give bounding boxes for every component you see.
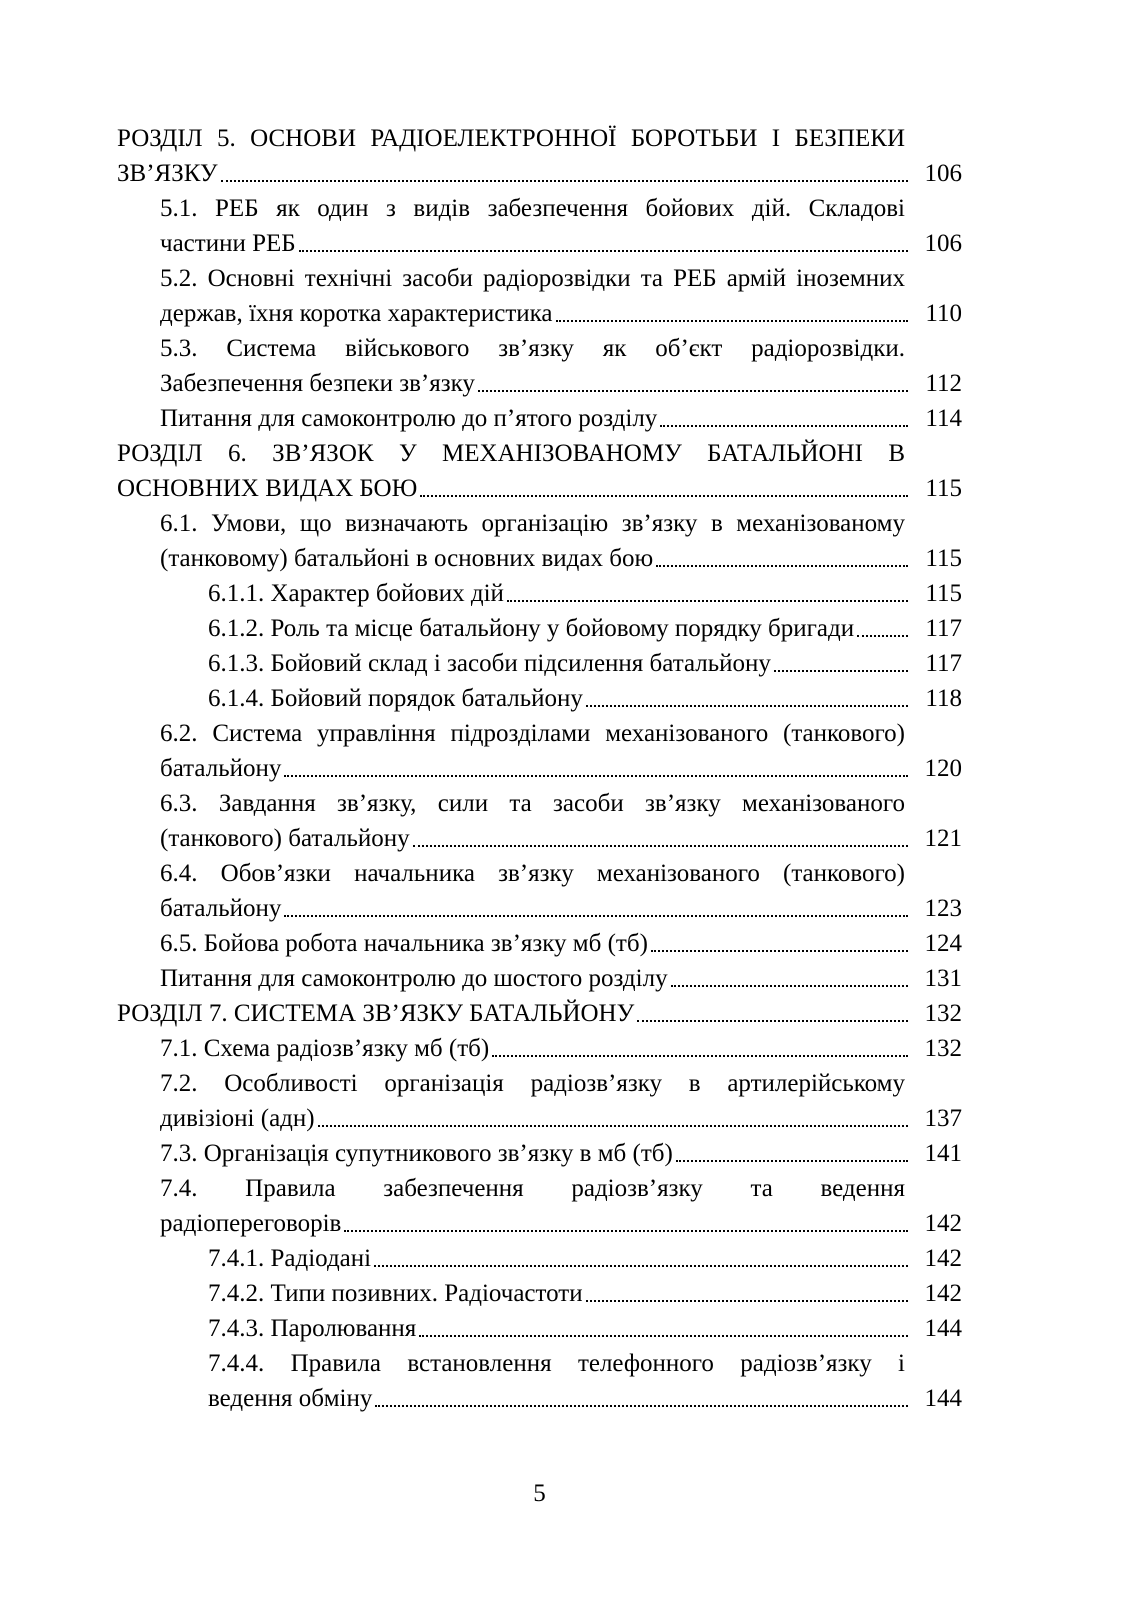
dot-leader bbox=[637, 1020, 908, 1022]
dot-leader bbox=[676, 1160, 908, 1162]
toc-entry bbox=[117, 576, 962, 611]
dot-leader bbox=[492, 1055, 908, 1057]
toc-entry bbox=[117, 436, 962, 506]
dot-leader bbox=[318, 1125, 908, 1127]
toc-entry-text-line: 5.2. Основні технічні засоби радіорозвідки та РЕБ армій іноземних bbox=[160, 265, 905, 292]
toc-entry-last-line bbox=[117, 156, 962, 191]
toc-entry-last-line bbox=[160, 891, 962, 926]
toc-entry-title-text: ЗВ’ЯЗКУ bbox=[117, 160, 218, 187]
toc-entry-last-line bbox=[208, 1276, 962, 1311]
toc-page-number: 132 bbox=[924, 1035, 962, 1062]
dot-leader bbox=[221, 180, 908, 182]
toc-entry bbox=[117, 996, 962, 1031]
toc-entry-text-line: 6.2. Система управління підрозділами механізованого (танкового) bbox=[160, 720, 905, 747]
toc-entry-title-text: 6.1.3. Бойовий склад і засоби підсилення батальйону bbox=[208, 650, 771, 677]
toc-entry-title-text: 6.1.4. Бойовий порядок батальйону bbox=[208, 685, 583, 712]
toc-entry-last-line bbox=[160, 821, 962, 856]
toc-page-number: 120 bbox=[924, 755, 962, 782]
toc-entry bbox=[117, 1241, 962, 1276]
toc-entry bbox=[117, 716, 962, 786]
toc-page-number: 142 bbox=[924, 1210, 962, 1237]
dot-leader bbox=[420, 495, 908, 497]
dot-leader bbox=[375, 1405, 908, 1407]
toc-entry-last-line bbox=[117, 996, 962, 1031]
toc-page-number: 110 bbox=[925, 300, 962, 327]
toc-entry-title-text: 7.4.2. Типи позивних. Радіочастоти bbox=[208, 1280, 583, 1307]
toc-entry-text-line: 6.4. Обов’язки начальника зв’язку механізованого (танкового) bbox=[160, 860, 905, 887]
toc-entry-title-text: 6.5. Бойова робота начальника зв’язку мб (тб) bbox=[160, 930, 648, 957]
dot-leader bbox=[651, 950, 908, 952]
toc-entry-last-line bbox=[117, 471, 962, 506]
toc-entry-text-line: 7.4. Правила забезпечення радіозв’язку та ведення bbox=[160, 1175, 905, 1202]
toc-entry bbox=[117, 646, 962, 681]
toc-entry-last-line bbox=[208, 1241, 962, 1276]
dot-leader bbox=[284, 915, 908, 917]
toc-entry-last-line bbox=[208, 1311, 962, 1346]
toc-entry bbox=[117, 261, 962, 331]
toc-entry-title-text: 7.1. Схема радіозв’язку мб (тб) bbox=[160, 1035, 490, 1062]
toc-page-number: 115 bbox=[925, 545, 962, 572]
footer-page-number: 5 bbox=[533, 1480, 546, 1507]
toc-entry bbox=[117, 786, 962, 856]
toc-entry bbox=[117, 121, 962, 191]
dot-leader bbox=[774, 670, 908, 672]
toc-entry-title-text: ОСНОВНИХ ВИДАХ БОЮ bbox=[117, 475, 418, 502]
toc-entry-title-text: (танковому) батальйоні в основних видах бою bbox=[160, 545, 654, 572]
toc-entry bbox=[117, 506, 962, 576]
toc-entry-title-text: 7.3. Організація супутникового зв’язку в мб (тб) bbox=[160, 1140, 673, 1167]
toc-entry bbox=[117, 611, 962, 646]
toc-entry-title-text: Забезпечення безпеки зв’язку bbox=[160, 370, 475, 397]
toc-entry-title-text: РОЗДІЛ 7. СИСТЕМА ЗВ’ЯЗКУ БАТАЛЬЙОНУ bbox=[117, 1000, 635, 1027]
toc-entry-last-line bbox=[208, 576, 962, 611]
toc-entry-title-text: 7.4.3. Паролювання bbox=[208, 1315, 417, 1342]
toc-entry bbox=[117, 1171, 962, 1241]
toc-entry-title-text: дивізіоні (адн) bbox=[160, 1105, 315, 1132]
toc-page-number: 137 bbox=[924, 1105, 962, 1132]
dot-leader bbox=[586, 1300, 908, 1302]
dot-leader bbox=[478, 390, 908, 392]
toc-page-number: 115 bbox=[925, 475, 962, 502]
toc-entry-title-text: 6.1.2. Роль та місце батальйону у бойовому порядку бригади bbox=[208, 615, 855, 642]
toc-page-number: 141 bbox=[924, 1140, 962, 1167]
toc-entry-title-text: Питання для самоконтролю до п’ятого розділу bbox=[160, 405, 658, 432]
toc-page-number: 124 bbox=[924, 930, 962, 957]
toc-entry-title-text: держав, їхня коротка характеристика bbox=[160, 300, 553, 327]
page-footer bbox=[117, 1476, 962, 1511]
toc-entry bbox=[117, 1346, 962, 1416]
toc-entry-title-text: батальйону bbox=[160, 895, 282, 922]
toc-entry-last-line bbox=[160, 751, 962, 786]
toc-entry-title-text: Питання для самоконтролю до шостого розділу bbox=[160, 965, 668, 992]
toc-entry-title-text: 7.4.1. Радіодані bbox=[208, 1245, 372, 1272]
toc-entry-last-line bbox=[160, 541, 962, 576]
toc-page-number: 112 bbox=[925, 370, 962, 397]
toc-entry bbox=[117, 191, 962, 261]
toc-page-number: 117 bbox=[925, 615, 962, 642]
toc-page-number: 106 bbox=[924, 160, 962, 187]
dot-leader bbox=[344, 1230, 908, 1232]
toc-entry-text-line: 5.3. Система військового зв’язку як об’єкт радіорозвідки. bbox=[160, 335, 905, 362]
toc-entry-last-line bbox=[160, 296, 962, 331]
toc-entry-text-line: 6.1. Умови, що визначають організацію зв’язку в механізованому bbox=[160, 510, 905, 537]
table-of-contents bbox=[117, 121, 962, 1416]
toc-page-number: 117 bbox=[925, 650, 962, 677]
toc-entry-last-line bbox=[208, 646, 962, 681]
toc-entry bbox=[117, 1311, 962, 1346]
toc-entry-title-text: частини РЕБ bbox=[160, 230, 296, 257]
toc-entry-last-line bbox=[160, 1031, 962, 1066]
dot-leader bbox=[671, 985, 908, 987]
toc-entry bbox=[117, 926, 962, 961]
toc-entry-text-line: 7.2. Особливості організація радіозв’язку в артилерійському bbox=[160, 1070, 905, 1097]
toc-entry bbox=[117, 961, 962, 996]
toc-page-number: 106 bbox=[924, 230, 962, 257]
dot-leader bbox=[419, 1335, 908, 1337]
dot-leader bbox=[656, 565, 908, 567]
toc-entry-text-line: РОЗДІЛ 5. ОСНОВИ РАДІОЕЛЕКТРОННОЇ БОРОТЬБИ І БЕЗПЕКИ bbox=[117, 125, 905, 152]
toc-entry bbox=[117, 1136, 962, 1171]
dot-leader bbox=[299, 250, 908, 252]
toc-page-number: 132 bbox=[924, 1000, 962, 1027]
toc-entry-last-line bbox=[160, 366, 962, 401]
toc-entry bbox=[117, 856, 962, 926]
toc-page-number: 115 bbox=[925, 580, 962, 607]
toc-entry bbox=[117, 331, 962, 401]
toc-entry-title-text: батальйону bbox=[160, 755, 282, 782]
toc-entry-last-line bbox=[208, 1381, 962, 1416]
toc-entry-last-line bbox=[208, 681, 962, 716]
toc-entry bbox=[117, 681, 962, 716]
toc-page-number: 123 bbox=[924, 895, 962, 922]
toc-entry-title-text: (танкового) батальйону bbox=[160, 825, 410, 852]
toc-entry bbox=[117, 401, 962, 436]
toc-entry-last-line bbox=[160, 926, 962, 961]
dot-leader bbox=[284, 775, 908, 777]
toc-entry bbox=[117, 1066, 962, 1136]
toc-page-number: 142 bbox=[924, 1280, 962, 1307]
toc-entry bbox=[117, 1031, 962, 1066]
toc-entry-last-line bbox=[160, 1206, 962, 1241]
toc-entry-last-line bbox=[160, 961, 962, 996]
toc-entry bbox=[117, 1276, 962, 1311]
toc-entry-last-line bbox=[160, 1136, 962, 1171]
toc-page-number: 118 bbox=[925, 685, 962, 712]
dot-leader bbox=[586, 705, 908, 707]
dot-leader bbox=[660, 425, 908, 427]
toc-entry-text-line: 6.3. Завдання зв’язку, сили та засоби зв’язку механізованого bbox=[160, 790, 905, 817]
dot-leader bbox=[507, 600, 908, 602]
toc-page-number: 131 bbox=[924, 965, 962, 992]
toc-entry-last-line bbox=[160, 226, 962, 261]
toc-page-number: 144 bbox=[924, 1315, 962, 1342]
dot-leader bbox=[413, 845, 908, 847]
toc-page-number: 114 bbox=[925, 405, 962, 432]
toc-page-number: 121 bbox=[924, 825, 962, 852]
toc-entry-last-line bbox=[208, 611, 962, 646]
toc-page-number: 142 bbox=[924, 1245, 962, 1272]
toc-entry-title-text: ведення обміну bbox=[208, 1385, 373, 1412]
dot-leader bbox=[556, 320, 909, 322]
toc-entry-text-line: 7.4.4. Правила встановлення телефонного радіозв’язку і bbox=[208, 1350, 905, 1377]
toc-page-number: 144 bbox=[924, 1385, 962, 1412]
dot-leader bbox=[374, 1265, 908, 1267]
toc-entry-text-line: РОЗДІЛ 6. ЗВ’ЯЗОК У МЕХАНІЗОВАНОМУ БАТАЛЬЙОНІ В bbox=[117, 440, 905, 467]
toc-entry-last-line bbox=[160, 1101, 962, 1136]
toc-entry-title-text: радіопереговорів bbox=[160, 1210, 342, 1237]
dot-leader bbox=[857, 635, 908, 637]
toc-entry-last-line bbox=[160, 401, 962, 436]
toc-entry-text-line: 5.1. РЕБ як один з видів забезпечення бойових дій. Складові bbox=[160, 195, 905, 222]
toc-entry-title-text: 6.1.1. Характер бойових дій bbox=[208, 580, 504, 607]
